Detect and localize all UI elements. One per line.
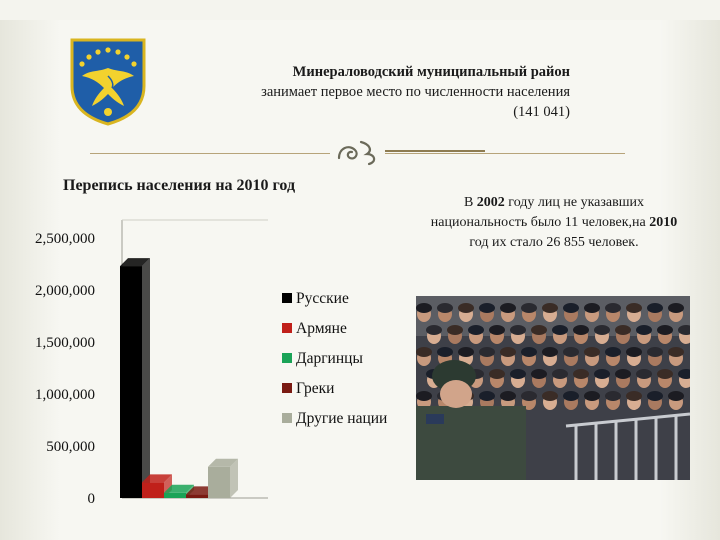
bar-chart bbox=[0, 200, 415, 520]
legend-label-2: Даргинцы bbox=[296, 350, 363, 367]
crowd-hair bbox=[668, 391, 684, 401]
note-text-3: год их стало 26 855 человек. bbox=[469, 235, 639, 250]
crowd-hair bbox=[605, 391, 621, 401]
crowd-photo bbox=[416, 296, 690, 480]
bar-2 bbox=[164, 493, 186, 498]
crowd-hair bbox=[458, 303, 474, 313]
slide-top-band bbox=[0, 0, 720, 20]
crowd-hair bbox=[668, 303, 684, 313]
crowd-hair bbox=[447, 325, 463, 335]
header-population: (141 041) bbox=[513, 104, 570, 120]
divider-right bbox=[385, 153, 625, 154]
legend-swatch-2 bbox=[282, 353, 292, 363]
crowd-hair bbox=[605, 303, 621, 313]
crowd-hair bbox=[584, 303, 600, 313]
crowd-hair bbox=[416, 303, 432, 313]
crowd-hair bbox=[500, 391, 516, 401]
population-note bbox=[423, 193, 685, 253]
crowd-hair bbox=[542, 303, 558, 313]
crowd-hair bbox=[573, 325, 589, 335]
crowd-hair bbox=[542, 391, 558, 401]
crowd-hair bbox=[647, 391, 663, 401]
crowd-hair bbox=[479, 391, 495, 401]
crowd-hair bbox=[521, 347, 537, 357]
crowd-hair bbox=[521, 391, 537, 401]
crowd-hair bbox=[531, 325, 547, 335]
crowd-hair bbox=[647, 347, 663, 357]
legend-label-3: Греки bbox=[296, 380, 335, 397]
legend-label-4: Другие нации bbox=[296, 410, 388, 427]
crowd-hair bbox=[626, 391, 642, 401]
crowd-hair bbox=[437, 303, 453, 313]
bar-side-0 bbox=[142, 258, 150, 498]
crowd-hair bbox=[552, 369, 568, 379]
header-title: Минераловодский муниципальный район bbox=[292, 64, 570, 80]
crowd-hair bbox=[615, 369, 631, 379]
legend-swatch-0 bbox=[282, 293, 292, 303]
crowd-hair bbox=[479, 347, 495, 357]
crowd-hair bbox=[647, 303, 663, 313]
crowd-hair bbox=[542, 347, 558, 357]
y-tick-label: 1,000,000 bbox=[35, 387, 95, 403]
crowd-hair bbox=[458, 347, 474, 357]
legend-swatch-3 bbox=[282, 383, 292, 393]
crowd-hair bbox=[626, 347, 642, 357]
crowd-hair bbox=[437, 347, 453, 357]
note-text-2: году лиц не указавших национальность было 11 человек,на bbox=[430, 195, 650, 230]
crowd-hair bbox=[657, 325, 673, 335]
crowd-hair bbox=[563, 303, 579, 313]
crowd-hair bbox=[636, 325, 652, 335]
crowd-hair bbox=[426, 325, 442, 335]
chart-title: Перепись населения на 2010 год bbox=[63, 177, 296, 194]
crowd-hair bbox=[615, 325, 631, 335]
note-text-1: В bbox=[463, 195, 477, 210]
note-year-2002: 2002 bbox=[476, 195, 505, 210]
coat-of-arms-icon bbox=[68, 36, 148, 126]
y-tick-label: 0 bbox=[87, 491, 95, 507]
crowd-hair bbox=[594, 369, 610, 379]
legend-label-1: Армяне bbox=[296, 320, 347, 337]
crowd-hair bbox=[668, 347, 684, 357]
crowd-hair bbox=[636, 369, 652, 379]
crowd-hair bbox=[479, 303, 495, 313]
bar-0 bbox=[120, 266, 142, 498]
y-tick-label: 2,500,000 bbox=[35, 231, 95, 247]
crowd-hair bbox=[510, 325, 526, 335]
bar-4 bbox=[208, 467, 230, 498]
crowd-hair bbox=[657, 369, 673, 379]
crowd-hair bbox=[594, 325, 610, 335]
crowd-hair bbox=[500, 347, 516, 357]
note-year-2010: 2010 bbox=[649, 215, 678, 230]
crowd-hair bbox=[563, 391, 579, 401]
crowd-hair bbox=[573, 369, 589, 379]
legend-label-0: Русские bbox=[296, 290, 349, 307]
crowd-hair bbox=[416, 391, 432, 401]
crowd-hair bbox=[563, 347, 579, 357]
bar-3 bbox=[186, 494, 208, 498]
legend-swatch-4 bbox=[282, 413, 292, 423]
crowd-hair bbox=[605, 347, 621, 357]
y-tick-label: 2,000,000 bbox=[35, 283, 95, 299]
header-subtitle: занимает первое место по численности населения bbox=[261, 84, 570, 100]
ornament-icon bbox=[333, 138, 383, 166]
crowd-hair bbox=[510, 369, 526, 379]
header-block bbox=[150, 62, 570, 122]
crowd-hair bbox=[521, 303, 537, 313]
y-tick-label: 1,500,000 bbox=[35, 335, 95, 351]
crowd-hair bbox=[552, 325, 568, 335]
crowd-hair bbox=[489, 325, 505, 335]
legend-swatch-1 bbox=[282, 323, 292, 333]
crowd-hair bbox=[468, 325, 484, 335]
crowd-hair bbox=[584, 391, 600, 401]
divider-right-accent bbox=[385, 150, 485, 152]
crowd-hair bbox=[626, 303, 642, 313]
crowd-hair bbox=[489, 369, 505, 379]
crowd-hair bbox=[531, 369, 547, 379]
crowd-hair bbox=[584, 347, 600, 357]
crowd-hair bbox=[500, 303, 516, 313]
crowd-hair bbox=[416, 347, 432, 357]
y-tick-label: 500,000 bbox=[46, 439, 95, 455]
bar-1 bbox=[142, 482, 164, 498]
divider-left bbox=[90, 153, 330, 154]
